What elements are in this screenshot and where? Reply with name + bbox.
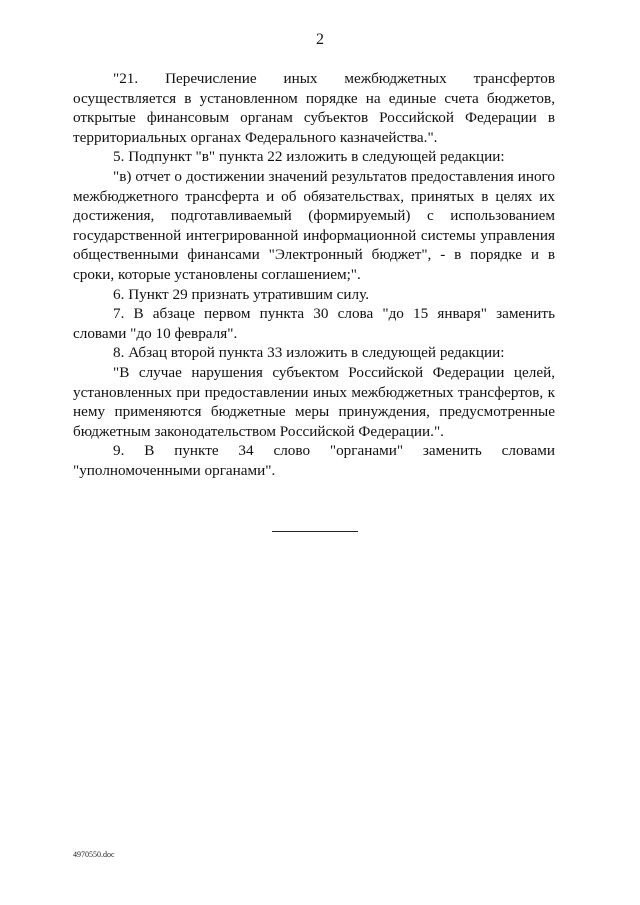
paragraph-amendment-6: 6. Пункт 29 признать утратившим силу. xyxy=(113,285,369,303)
paragraph-amendment-5: 5. Подпункт "в" пункта 22 изложить в следующей редакции: xyxy=(113,148,505,166)
paragraph-amendment-9: 9. В пункте 34 слово "органами" заменить словами "уполномоченными органами". xyxy=(73,442,555,479)
paragraph-item-33-text: "В случае нарушения субъектом Российской Федерации целей, установленных при предоставлении иных межбюджетных трансфертов, к нему применяются бюджетные меры принуждения, предусмотренные бюджетным законодательством Российской Федерации.". xyxy=(73,363,555,440)
paragraph-item-21: "21. Перечисление иных межбюджетных трансфертов осуществляется в установленном порядке на единые счета бюджетов, открытые финансовым органам субъектов Российской Федерации в территориальных органах Федерального казначейства.". xyxy=(73,70,555,146)
end-of-text-divider xyxy=(272,531,358,532)
paragraph-amendment-7: 7. В абзаце первом пункта 30 слова "до 15 января" заменить словами "до 10 февраля". xyxy=(73,305,555,342)
paragraph-subpoint-v-text: "в) отчет о достижении значений результатов предоставления иного межбюджетного трансферта и об обязательствах, принятых в целях их достижения, подготавливаемый (формируемый) с использованием государственной интегрированной информационной системы управления общественными финансами "Электронный бюджет", - в порядке и в сроки, которые установлены соглашением;". xyxy=(73,167,555,283)
page-number: 2 xyxy=(316,31,324,48)
paragraph-amendment-8: 8. Абзац второй пункта 33 изложить в следующей редакции: xyxy=(113,344,505,362)
document-body xyxy=(73,69,555,480)
file-name-label: 4970550.doc xyxy=(73,850,115,859)
